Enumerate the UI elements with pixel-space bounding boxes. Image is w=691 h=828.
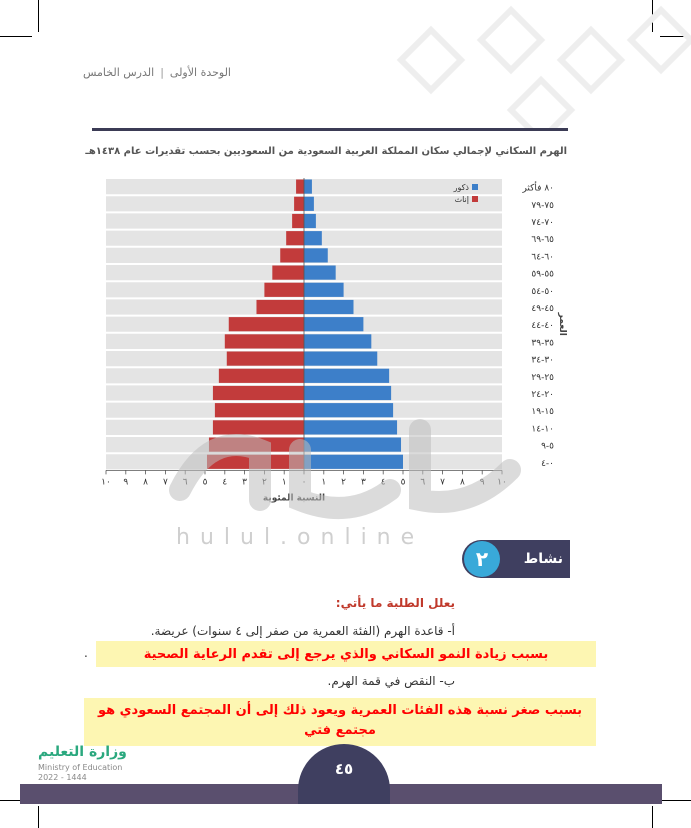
male-bar xyxy=(304,334,371,348)
male-bar xyxy=(304,403,393,417)
age-group-label: ٧٥-٧٩ xyxy=(531,200,554,211)
x-tick-label: ٢ xyxy=(261,477,267,488)
male-bar xyxy=(304,283,344,297)
x-tick-label: ٣ xyxy=(242,477,248,488)
male-bar xyxy=(304,266,336,280)
age-group-label: ٤٥-٤٩ xyxy=(531,304,554,314)
x-tick-label: ٠ xyxy=(301,477,307,488)
age-group-label: ٥٠-٥٤ xyxy=(531,286,554,297)
x-axis-label: النسبة المئوية xyxy=(262,493,326,504)
age-group-label: ١٠-١٤ xyxy=(531,424,554,435)
x-tick-label: ٩ xyxy=(123,477,129,488)
y-axis-label: العمر xyxy=(557,312,567,336)
page-number: ٤٥ xyxy=(334,760,354,778)
male-bar xyxy=(304,438,401,452)
question-b: ب- النقص في قمة الهرم. xyxy=(327,674,455,688)
male-bar xyxy=(304,352,377,366)
female-bar xyxy=(227,352,304,366)
x-tick-label: ١٠ xyxy=(101,477,111,488)
x-tick-label: ٦ xyxy=(182,477,188,488)
x-tick-label: ٦ xyxy=(420,477,426,488)
male-bar xyxy=(304,214,316,228)
x-tick-label: ٤ xyxy=(222,477,228,488)
header-separator: | xyxy=(160,66,164,79)
male-bar xyxy=(304,455,403,469)
unit-title: الوحدة الأولى xyxy=(169,66,231,79)
crop-mark xyxy=(0,36,32,37)
female-bar xyxy=(209,438,304,452)
watermark-text: hulul.online xyxy=(176,525,425,550)
age-group-label: ٨٠ فأكثر xyxy=(522,183,554,194)
age-group-label: ٠-٤ xyxy=(541,458,554,469)
x-tick-label: ٩ xyxy=(479,477,485,488)
x-tick-label: ٥ xyxy=(400,477,406,488)
female-bar xyxy=(225,334,304,348)
age-group-label: ٥-٩ xyxy=(541,441,554,452)
age-group-label: ٥٥-٥٩ xyxy=(531,269,554,280)
female-bar xyxy=(256,300,304,314)
age-group-label: ٦٠-٦٤ xyxy=(531,252,554,263)
question-a: أ- قاعدة الهرم (الفئة العمرية من صفر إلى ٤ سنوات) عريضة. xyxy=(150,624,455,638)
lesson-title: الدرس الخامس xyxy=(82,66,155,79)
female-bar xyxy=(219,369,304,383)
male-bar xyxy=(304,386,391,400)
decorative-pattern xyxy=(391,0,691,130)
male-bar xyxy=(304,248,328,262)
x-tick-label: ٨ xyxy=(143,477,149,488)
male-bar xyxy=(304,420,397,434)
x-tick-label: ٢ xyxy=(341,477,347,488)
legend-swatch-female xyxy=(472,196,478,202)
legend-label-female: إناث xyxy=(454,195,469,204)
crop-mark xyxy=(660,800,691,801)
legend-label-male: ذكور xyxy=(453,183,469,192)
female-bar xyxy=(215,403,304,417)
age-group-label: ٧٠-٧٤ xyxy=(531,218,554,228)
activity-instruction: يعلل الطلبة ما يأتي: xyxy=(335,596,455,610)
x-tick-label: ٥ xyxy=(202,477,208,488)
age-group-label: ٣٠-٣٤ xyxy=(531,355,554,366)
male-bar xyxy=(304,300,354,314)
crop-mark xyxy=(38,0,39,32)
crop-mark xyxy=(652,806,653,828)
female-bar xyxy=(213,386,304,400)
male-bar xyxy=(304,369,389,383)
female-bar xyxy=(229,317,304,331)
female-bar xyxy=(286,231,304,245)
age-group-label: ٣٥-٣٩ xyxy=(531,338,554,349)
x-tick-label: ١ xyxy=(281,477,287,488)
page-header xyxy=(83,66,231,79)
age-group-label: ٢٥-٢٩ xyxy=(531,372,554,383)
population-pyramid-chart xyxy=(100,170,567,504)
male-bar xyxy=(304,197,314,211)
x-tick-label: ١٠ xyxy=(497,477,507,488)
answer-a: بسبب زيادة النمو السكاني والذي يرجع إلى تقدم الرعاية الصحية xyxy=(96,641,596,667)
female-bar xyxy=(280,248,304,262)
crop-mark xyxy=(38,806,39,828)
chart-title: الهرم السكاني لإجمالي سكان المملكة العربية السعودية من السعوديين بحسب تقديرات عام ١٤٣٨هـ xyxy=(85,146,567,157)
ministry-name-en: Ministry of Education xyxy=(38,763,123,772)
edition-year: 2022 - 1444 xyxy=(38,773,87,782)
x-tick-label: ٣ xyxy=(360,477,366,488)
x-tick-label: ١ xyxy=(321,477,327,488)
age-group-label: ١٥-١٩ xyxy=(531,407,554,418)
age-group-label: ٦٥-٦٩ xyxy=(531,235,554,246)
age-group-label: ٤٠-٤٤ xyxy=(531,321,554,332)
male-bar xyxy=(304,180,312,194)
legend-swatch-male xyxy=(472,184,478,190)
female-bar xyxy=(207,455,304,469)
age-group-label: ٢٠-٢٤ xyxy=(531,390,554,400)
answer-b: بسبب صغر نسبة هذه الفئات العمرية ويعود ذلك إلى أن المجتمع السعودي هو مجتمع فتي xyxy=(84,698,596,746)
x-tick-label: ٧ xyxy=(162,477,168,488)
female-bar xyxy=(272,266,304,280)
female-bar xyxy=(294,197,304,211)
activity-number: ٢ xyxy=(464,541,500,577)
answer-dot: . xyxy=(84,646,88,660)
activity-label: نشاط xyxy=(523,551,563,567)
x-tick-label: ٧ xyxy=(440,477,446,488)
male-bar xyxy=(304,231,322,245)
female-bar xyxy=(264,283,304,297)
female-bar xyxy=(292,214,304,228)
x-tick-label: ٨ xyxy=(459,477,465,488)
female-bar xyxy=(296,180,304,194)
x-tick-label: ٤ xyxy=(380,477,386,488)
ministry-logo-text: وزارة التعليم xyxy=(38,744,127,760)
female-bar xyxy=(213,420,304,434)
male-bar xyxy=(304,317,363,331)
